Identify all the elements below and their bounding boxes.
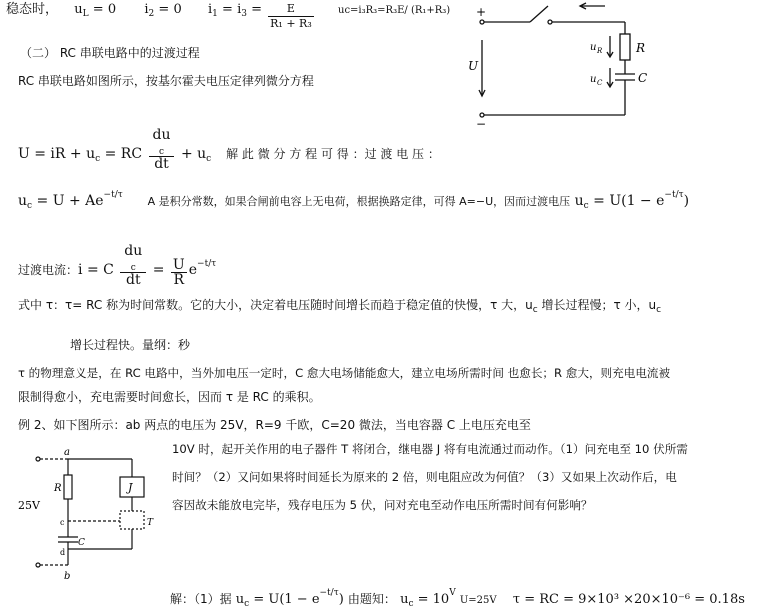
solution-uc-unit: V: [449, 588, 456, 598]
R-label-2: R: [54, 483, 62, 494]
uL-var: u: [74, 2, 83, 17]
solution-uc2: u: [400, 592, 409, 607]
eq3-num-sub: c: [130, 263, 136, 273]
eq2-lhs: u: [18, 193, 28, 209]
eq3-den2: R: [173, 272, 185, 288]
eq2-mid: = U + Ae: [32, 193, 104, 209]
eq3-den: dt: [125, 272, 141, 288]
terminal-plus: [480, 20, 484, 24]
time-constant-line-1: [18, 298, 661, 314]
differential-equation: [18, 128, 440, 171]
plus-label: +: [476, 5, 487, 19]
eq2-exp: −t/τ: [103, 190, 123, 200]
solution-close: ): [338, 592, 344, 607]
node-d-label: d: [60, 548, 66, 557]
i2-sub: 2: [148, 9, 155, 19]
tau-text-1: 式中 τ：τ= RC 称为时间常数。它的大小，决定着电压随时间增长而趋于稳定值的快慢，τ 大，u: [18, 298, 533, 312]
R-label: R: [636, 41, 646, 55]
steady-state-prefix: 稳态时，: [6, 2, 59, 17]
solution-tau: τ = RC = 9×10³ ×20×10⁻⁶ = 0.18s: [512, 592, 745, 607]
steady-fraction: [268, 2, 314, 31]
uL-sub: L: [82, 9, 89, 19]
solution-uc: u: [235, 592, 245, 607]
intro-text: RC 串联电路如图所示，按基尔霍夫电压定律列微分方程: [18, 74, 314, 88]
physical-meaning-line-2: 限制得愈小，充电需要时间愈长，因而 τ 是 RC 的乘积。: [18, 390, 321, 404]
U-label: U: [468, 59, 479, 73]
i1-var: i: [208, 2, 213, 17]
solution-uc-sub: c: [244, 599, 250, 609]
switch-T-box: [120, 511, 144, 529]
eq1-description: 解 此 微 分 方 程 可 得 ：过 渡 电 压 ：: [226, 147, 440, 161]
eq1-mid: = RC: [100, 146, 143, 162]
example-line-1: 例 2、如下图所示：ab 两点的电压为 25V，R=9 千欧，C=20 微法，当电容器 C 上电压充电至: [18, 418, 531, 432]
voltage-25V-label: 25V: [18, 499, 40, 512]
example-line-3: 时间？（2）又问如果将时间延长为原来的 2 倍，则电阻应改为何值？（3）又如果上次动作后，电: [172, 470, 677, 484]
tau-sub-1: c: [532, 305, 538, 315]
tau-text-1b: 增长过程慢；τ 小，u: [537, 298, 657, 312]
minus-label: −: [476, 117, 487, 131]
eq3-prefix: 过渡电流：: [18, 263, 79, 277]
eq1-rhs: + u: [180, 146, 207, 162]
i2-val: = 0: [154, 2, 182, 17]
eq2-result-close: ): [683, 193, 690, 209]
node-a-label: a: [64, 447, 70, 458]
uC-label: u: [590, 74, 597, 85]
eq2-result-exp: −t/τ: [664, 190, 684, 200]
i1-sub: 1: [212, 9, 218, 19]
J-label: J: [128, 481, 133, 494]
eq3-fraction-2: [171, 258, 187, 287]
eq2-description: A 是积分常数，如果合闸前电容上无电荷，根据换路定律，可得 A=−U，因而过渡电压: [147, 195, 571, 208]
resistor-R: [620, 34, 630, 60]
eq1-lhs: U = iR + u: [18, 146, 96, 162]
i3-sub: 3: [241, 9, 247, 19]
transient-current-line: [18, 244, 216, 287]
eq1-den: dt: [154, 156, 169, 172]
node-b-label: b: [64, 571, 71, 582]
solution-rhs: = U(1 − e: [249, 592, 320, 607]
eq1-num-sub: c: [158, 147, 165, 157]
eq2-result-var: u: [574, 193, 584, 209]
i2-var: i: [144, 2, 149, 17]
eq2-lhs-sub: c: [27, 201, 33, 211]
eq-sign: =: [246, 2, 267, 17]
frac-den: R₁ + R₃: [270, 17, 312, 30]
steady-state-line: [6, 2, 450, 31]
C-label-2: C: [78, 538, 85, 548]
eq3-exp: −t/τ: [197, 259, 217, 269]
switch-contact: [548, 20, 552, 24]
C-label: C: [638, 71, 648, 85]
terminal-a-left: [36, 457, 40, 461]
uC-sub-label: C: [597, 79, 603, 87]
transient-voltage-line: [18, 190, 690, 211]
solution-prefix: 解：（1）据: [170, 592, 232, 606]
eq1-lhs-sub: c: [95, 154, 101, 164]
i3-var: = i: [217, 2, 242, 17]
eq3-fraction-1: [120, 244, 146, 287]
uL-val: = 0: [88, 2, 117, 17]
time-constant-line-2: 增长过程快。量纲：秒: [70, 338, 191, 352]
solution-exp: −t/τ: [319, 588, 339, 598]
eq3-e: e: [188, 262, 198, 278]
eq3-lhs: i = C: [78, 262, 114, 278]
frac-num: E: [268, 2, 314, 17]
example-line-4: 容因故未能放电完毕，残存电压为 5 伏，问对充电至动作电压所需时间有何影响？: [172, 498, 593, 512]
eq1-fraction: [149, 128, 175, 171]
resistor-R2: [64, 475, 72, 499]
solution-known: 由题知：: [347, 592, 396, 606]
eq2-result-sub: c: [583, 201, 589, 211]
terminal-b-left: [36, 563, 40, 567]
solution-line: [170, 588, 745, 609]
section-title: （二） RC 串联电路中的过渡过程: [20, 46, 200, 60]
tau-sub-2: c: [656, 305, 662, 315]
example-line-2: 10V 时，起开关作用的电子器件 T 将闭合，继电器 J 将有电流通过而动作。（1）问充电至 10 伏所需: [172, 442, 688, 456]
rc-circuit-diagram: [470, 0, 730, 130]
uc-steady-formula: uc=i₃R₃=R₃E/ (R₁+R₃): [338, 5, 451, 16]
solution-uc2-sub: c: [408, 599, 414, 609]
T-label: T: [147, 518, 154, 528]
eq3-num2: U: [172, 257, 185, 273]
physical-meaning-line-1: τ 的物理意义是，在 RC 电路中，当外加电压一定时，C 愈大电场储能愈大，建立电场所需时间 也愈长；R 愈大，则充电电流被: [18, 366, 671, 380]
node-c-label: c: [60, 518, 65, 527]
eq1-rhs-sub: c: [206, 154, 212, 164]
eq1-num: du: [152, 127, 171, 143]
uR-label: u: [590, 42, 597, 53]
eq3-num: du: [124, 243, 143, 259]
eq3-equals: =: [148, 262, 169, 278]
relay-circuit-diagram: [20, 445, 170, 585]
uR-sub-label: R: [597, 47, 603, 55]
solution-uc-val: = 10: [413, 592, 450, 607]
eq2-result-rhs: = U(1 − e: [588, 193, 665, 209]
solution-U: U=25V: [459, 595, 497, 606]
switch-blade: [530, 6, 548, 22]
